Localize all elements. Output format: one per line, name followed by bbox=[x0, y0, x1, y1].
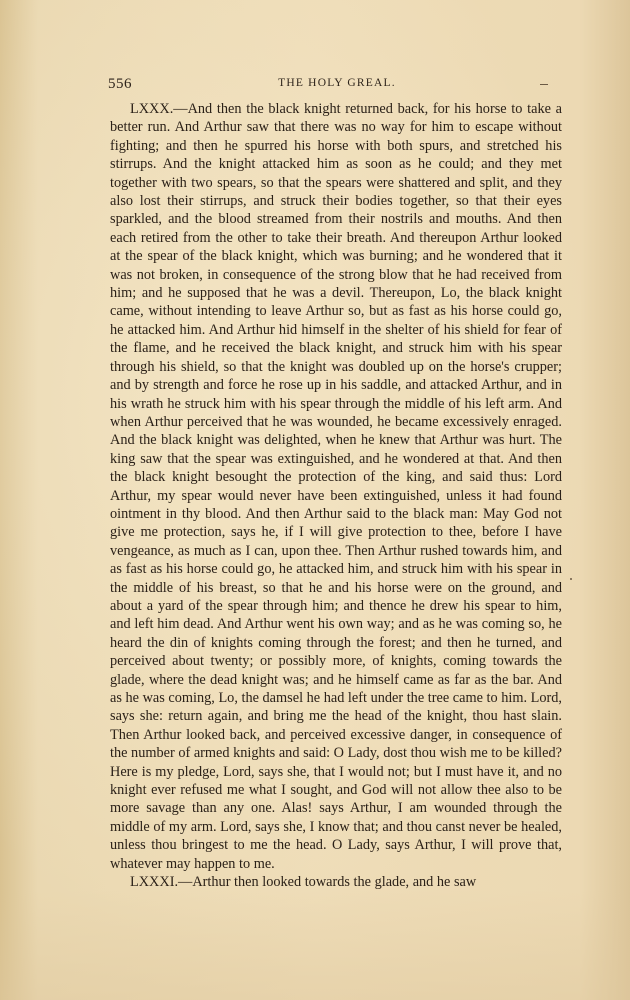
body-text bbox=[110, 100, 562, 891]
page-number: 556 bbox=[108, 76, 132, 92]
running-title: THE HOLY GREAL. bbox=[278, 77, 396, 89]
paragraph-lxxxi: LXXXI.—Arthur then looked towards the glade, and he saw bbox=[130, 874, 477, 891]
paragraph-lxxx: LXXX.—And then the black knight returned back, for his horse to take a better run. And Arthur saw that there was no way for him to escape without fighting; and then he spurred his horse with both spurs, and stretched his stirrups. And the knight attacked him as soon as he could; and they met together with two spears, so that the spears were shattered and split, and they also lost their stirrups, and struck their bodies together, so that their eyes sparkled, and the blood streamed from their nostrils and mouths. And then each retired from the other to take their breath. And thereupon Arthur looked at the spear of the black knight, which was burning; and he wondered that it was not broken, in consequence of the strong blow that he had received from him; and he supposed that he was a devil. Thereupon, Lo, the black knight came, without intending to leave Arthur so, but as fast as his horse could go, he attacked him. And Arthur hid himself in the shelter of his shield for fear of the flame, and he received the black knight, and struck him with his spear through his shield, so that the knight was doubled up on the horse's crupper; and by strength and force he rose up in his saddle, and attacked Arthur, and in his wrath he struck him with his spear through the middle of his left arm. And when Arthur perceived that he was wounded, he became excessively enraged. And the black knight was delighted, when he knew that Arthur was hurt. The king saw that the spear was extinguished, and he wondered at that. And then the black knight besought the protection of the king, and said thus: Lord Arthur, my spear would never have been extinguished, unless it had found ointment in thy blood. And then Arthur said to the black man: May God not give me protection, says he, if I will give protection to thee, before I have vengeance, as much as I can, upon thee. Then Arthur rushed towards him, and as fast as his horse could go, he attacked him, and struck him with his spear in the middle of his breast, so that he and his horse were on the ground, and about a yard of the spear through him; and thence he drew his spear to him, and left him dead. And Arthur went his own way; and as he was coming so, he heard the din of knights coming through the forest; and then he turned, and perceived about twenty; or possibly more, of knights, coming towards the glade, where the dead knight was; and he himself came as far as the bar. And as he was coming, Lo, the damsel he had left under the tree came to him. Lord, says she: return again, and bring me the head of the knight, thou hast slain. Then Arthur looked back, and perceived excessive danger, in consequence of the number of armed knights and said: O Lady, dost thou wish me to be killed? Here is my pledge, Lord, says she, that I would not; but I must have it, and no knight ever refused me what I sought, and God will not allow thee also to be more savage than any one. Alas! says Arthur, I am wounded through the middle of my arm. Lord, says she, I know that; and thou canst never be healed, unless thou bringest to me the head. O Lady, says Arthur, I will prove that, whatever may happen to me. bbox=[110, 101, 562, 872]
running-header bbox=[108, 76, 566, 94]
ink-speck bbox=[570, 578, 572, 580]
header-ink-mark bbox=[540, 84, 548, 85]
